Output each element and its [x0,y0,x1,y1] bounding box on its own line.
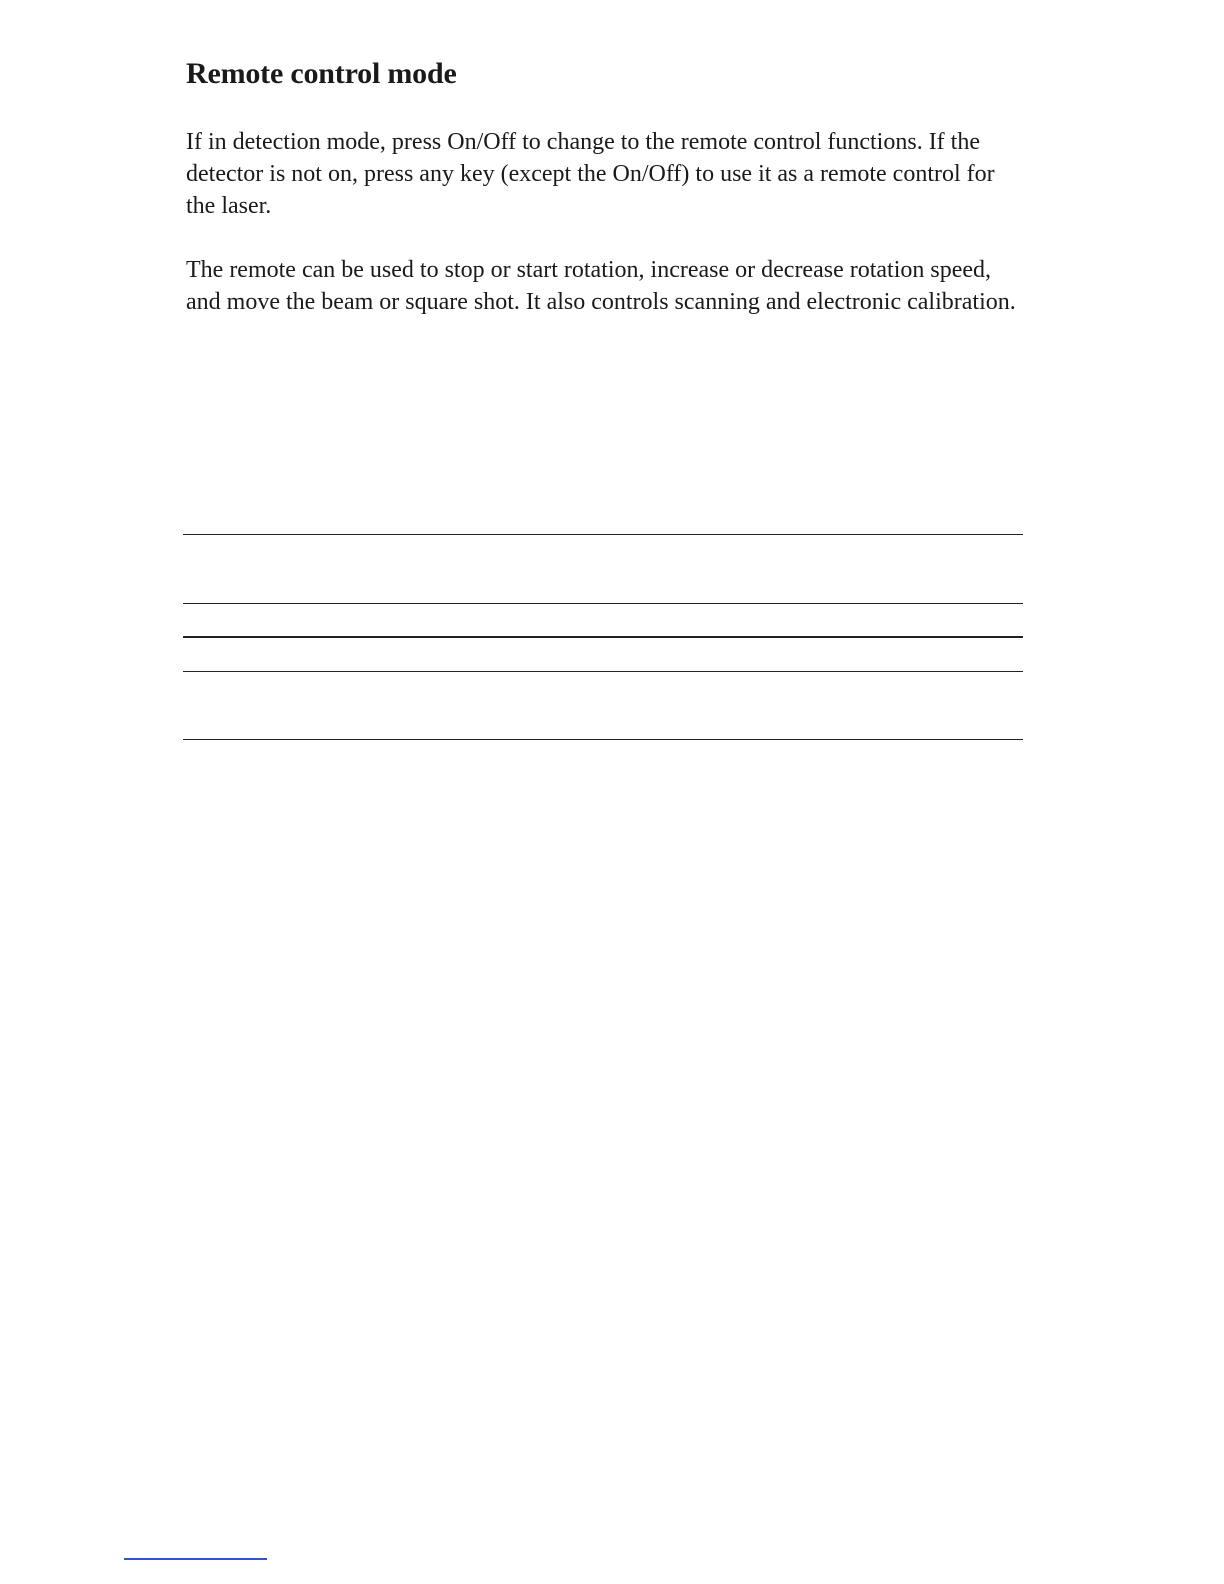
remote-functions-paragraph: The remote can be used to stop or start rotation, increase or decrease rotation speed, and move the beam or square shot. It also controls scanning and electronic calibration. [186,257,1016,315]
section-title: Remote control mode [186,57,457,90]
footer-link-underline[interactable] [124,1558,267,1560]
table-rule-bottom [183,739,1023,740]
table-rule-top [183,534,1023,535]
intro-paragraph: If in detection mode, press On/Off to change to the remote control functions. If the detector is not on, press any key (except the On/Off) to use it as a remote control for the laser. [186,129,995,219]
table-rule-3 [183,636,1023,638]
remote-control-section [186,56,1026,318]
table-rule-2 [183,603,1023,604]
table-rule-4 [183,671,1023,672]
